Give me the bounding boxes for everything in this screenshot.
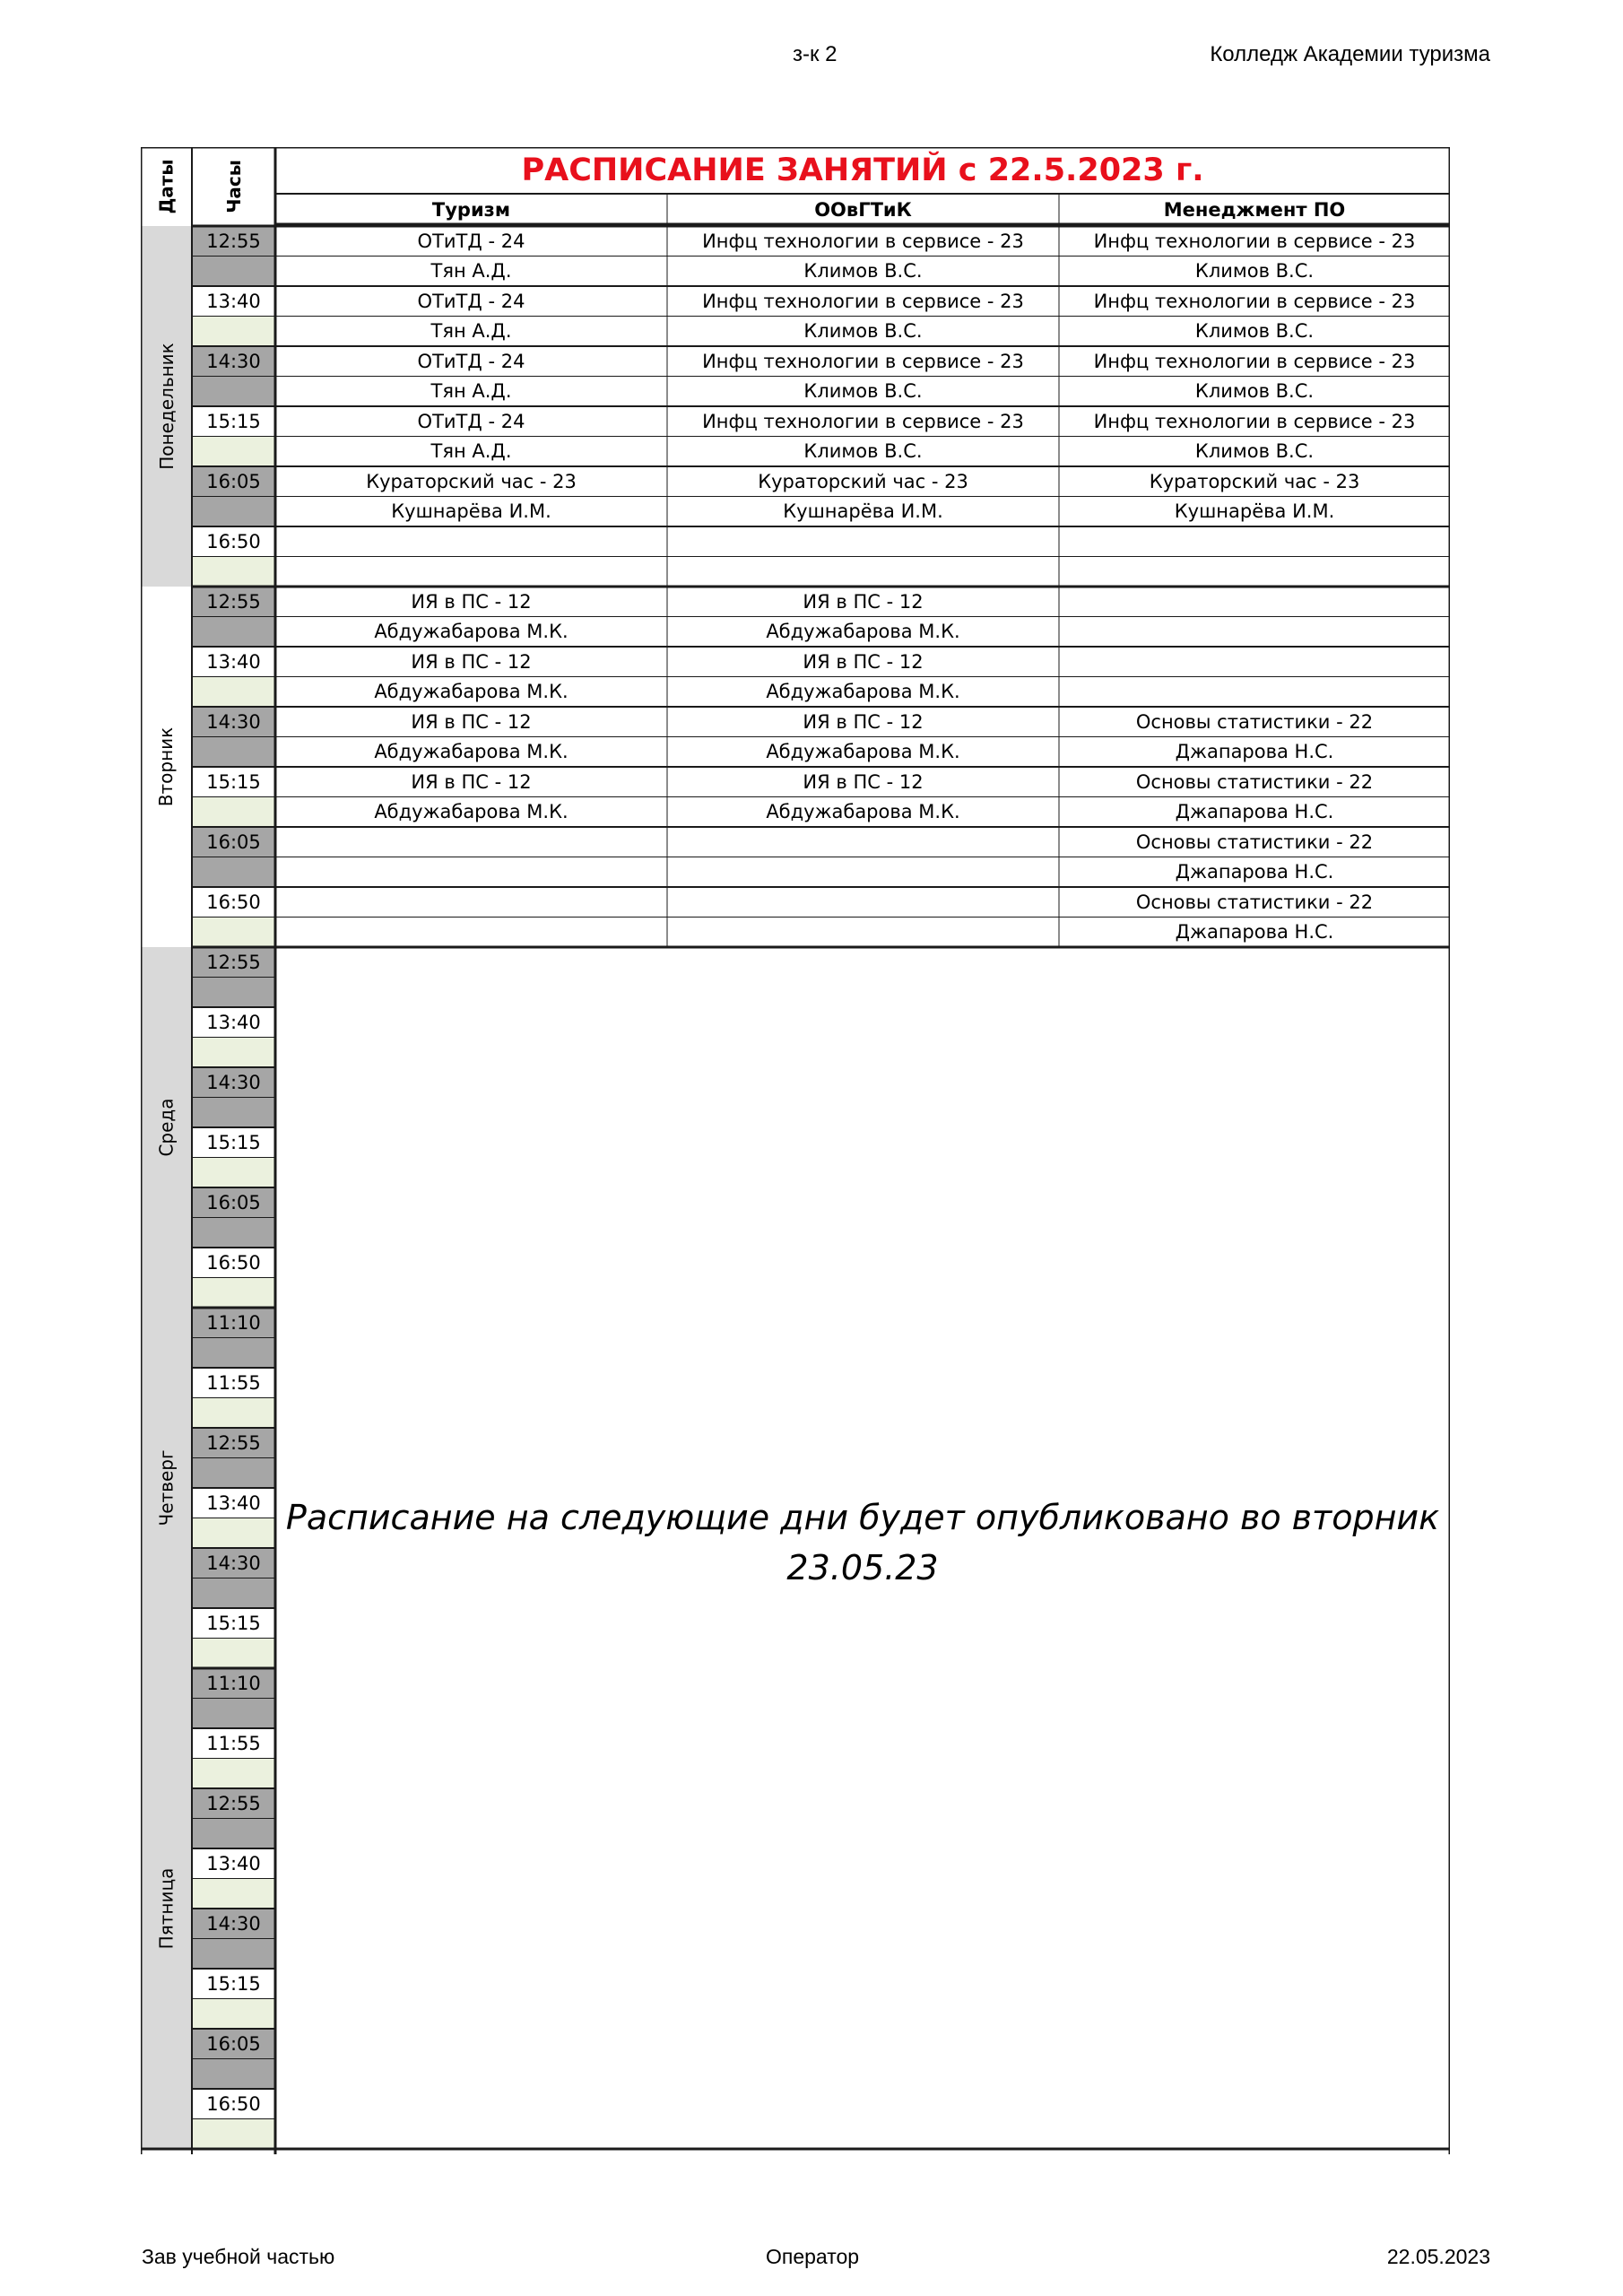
teacher-cell: Климов В.С.	[1194, 320, 1315, 342]
subject-cell: Инфц технологии в сервисе - 23	[1093, 410, 1416, 432]
teacher-cell: Абдужабарова М.К.	[766, 801, 960, 822]
subject-cell: Инфц технологии в сервисе - 23	[1093, 350, 1416, 372]
subject-cell: Основы статистики - 22	[1135, 710, 1374, 733]
schedule-title: РАСПИСАНИЕ ЗАНЯТИЙ с 22.5.2023 г.	[521, 152, 1204, 188]
time-slot: 15:15	[206, 410, 261, 432]
time-cell-bg	[192, 1338, 275, 1369]
time-slot: 16:50	[206, 1251, 261, 1274]
header-college-name: Колледж Академии туризма	[1210, 42, 1490, 66]
subject-cell	[1059, 647, 1450, 676]
time-cell-bg	[192, 1458, 275, 1489]
time-cell-bg	[192, 1518, 275, 1549]
header-sheet-id: з-к 2	[793, 42, 838, 66]
time-cell-bg	[192, 1218, 275, 1248]
time-slot: 15:15	[206, 1972, 261, 1995]
subject-cell: Кураторский час - 23	[1149, 470, 1360, 492]
subject-cell: Инфц технологии в сервисе - 23	[1093, 230, 1416, 252]
time-cell-bg	[192, 737, 275, 768]
teacher-cell: Кушнарёва И.М.	[1174, 500, 1335, 522]
teacher-cell: Абдужабарова М.К.	[766, 681, 960, 702]
subject-cell: ОТиТД - 24	[417, 410, 525, 432]
time-slot: 11:10	[206, 1672, 261, 1694]
subject-cell: ИЯ в ПС - 12	[803, 770, 924, 793]
teacher-cell: Джапарова Н.С.	[1175, 801, 1334, 822]
subject-cell: ИЯ в ПС - 12	[411, 590, 532, 613]
time-slot: 13:40	[206, 650, 261, 673]
time-cell-bg	[192, 1278, 275, 1309]
time-slot: 16:50	[206, 2092, 261, 2115]
time-slot: 15:15	[206, 1131, 261, 1153]
time-cell-bg	[192, 978, 275, 1008]
subject-cell: ИЯ в ПС - 12	[411, 650, 532, 673]
teacher-cell: Климов В.С.	[1194, 440, 1315, 462]
day-label: Пятница	[155, 1867, 178, 1950]
teacher-cell: Абдужабарова М.К.	[374, 621, 568, 642]
subject-cell	[667, 827, 1059, 857]
schedule-table	[141, 147, 1450, 2154]
teacher-cell	[667, 918, 1059, 947]
subject-cell	[275, 887, 667, 917]
teacher-cell: Абдужабарова М.К.	[374, 801, 568, 822]
time-cell-bg	[192, 497, 275, 527]
teacher-cell	[667, 857, 1059, 887]
schedule-notice: Расписание на следующие дни будет опубликовано во вторник 23.05.23	[285, 1498, 1440, 1587]
subject-cell: ОТиТД - 24	[417, 230, 525, 252]
dates-header: Даты	[155, 159, 178, 214]
teacher-cell: Климов В.С.	[803, 260, 923, 282]
subject-cell: ИЯ в ПС - 12	[803, 650, 924, 673]
time-slot: 16:05	[206, 1191, 261, 1213]
time-slot: 16:50	[206, 891, 261, 913]
time-slot: 13:40	[206, 1852, 261, 1874]
teacher-cell: Кушнарёва И.М.	[391, 500, 551, 522]
subject-cell: ИЯ в ПС - 12	[803, 590, 924, 613]
time-cell-bg	[192, 1939, 275, 1970]
teacher-cell: Климов В.С.	[803, 320, 923, 342]
time-cell-bg	[192, 857, 275, 888]
footer-date: 22.05.2023	[1386, 2245, 1490, 2268]
time-cell-bg	[192, 1639, 275, 1669]
time-cell-bg	[192, 2059, 275, 2090]
teacher-cell: Климов В.С.	[1194, 380, 1315, 402]
teacher-cell: Джапарова Н.С.	[1175, 741, 1334, 762]
teacher-cell: Тян А.Д.	[430, 260, 512, 282]
time-slot: 14:30	[206, 1912, 261, 1935]
time-slot: 16:05	[206, 470, 261, 492]
teacher-cell: Джапарова Н.С.	[1175, 921, 1334, 943]
subject-cell: Основы статистики - 22	[1135, 831, 1374, 853]
teacher-cell	[275, 557, 667, 587]
time-slot: 12:55	[206, 1792, 261, 1814]
time-slot: 12:55	[206, 230, 261, 252]
teacher-cell: Абдужабарова М.К.	[374, 741, 568, 762]
teacher-cell	[275, 918, 667, 947]
time-cell-bg	[192, 1879, 275, 1909]
time-cell-bg	[192, 1819, 275, 1849]
subject-cell: ОТиТД - 24	[417, 350, 525, 372]
footer-operator: Оператор	[766, 2245, 860, 2268]
column-header-oovgtik: ООвГТиК	[814, 199, 912, 221]
day-label: Понедельник	[155, 343, 178, 470]
time-slot: 15:15	[206, 770, 261, 793]
teacher-cell: Климов В.С.	[1194, 260, 1315, 282]
teacher-cell: Абдужабарова М.К.	[374, 681, 568, 702]
time-cell-bg	[192, 2119, 275, 2150]
subject-cell: Инфц технологии в сервисе - 23	[1093, 290, 1416, 312]
time-slot: 13:40	[206, 290, 261, 312]
time-cell-bg	[192, 918, 275, 948]
footer-head-of-studies: Зав учебной частью	[142, 2245, 335, 2268]
time-cell-bg	[192, 1098, 275, 1128]
teacher-cell	[667, 557, 1059, 587]
day-label: Вторник	[155, 726, 178, 807]
time-slot: 14:30	[206, 350, 261, 372]
time-cell-bg	[192, 617, 275, 648]
subject-cell	[1059, 526, 1450, 556]
time-slot: 16:50	[206, 530, 261, 552]
time-cell-bg	[192, 1999, 275, 2030]
subject-cell: ОТиТД - 24	[417, 290, 525, 312]
time-cell-bg	[192, 1759, 275, 1789]
teacher-cell	[1059, 617, 1450, 647]
time-slot: 11:55	[206, 1732, 261, 1754]
time-cell-bg	[192, 557, 275, 587]
subject-cell	[667, 526, 1059, 556]
subject-cell	[275, 827, 667, 857]
time-cell-bg	[192, 677, 275, 708]
teacher-cell	[1059, 557, 1450, 587]
teacher-cell: Абдужабарова М.К.	[766, 621, 960, 642]
time-slot: 12:55	[206, 1431, 261, 1454]
time-cell-bg	[192, 377, 275, 407]
time-slot: 12:55	[206, 951, 261, 973]
subject-cell: Инфц технологии в сервисе - 23	[702, 410, 1024, 432]
time-cell-bg	[192, 1038, 275, 1068]
subject-cell: Инфц технологии в сервисе - 23	[702, 350, 1024, 372]
time-cell-bg	[192, 1398, 275, 1429]
column-header-tourism: Туризм	[431, 199, 511, 221]
teacher-cell	[275, 857, 667, 887]
time-slot: 11:10	[206, 1311, 261, 1334]
time-slot: 14:30	[206, 1071, 261, 1093]
time-slot: 12:55	[206, 590, 261, 613]
subject-cell: ИЯ в ПС - 12	[411, 710, 532, 733]
time-slot: 16:05	[206, 2032, 261, 2055]
teacher-cell: Тян А.Д.	[430, 440, 512, 462]
teacher-cell: Тян А.Д.	[430, 320, 512, 342]
time-slot: 14:30	[206, 1552, 261, 1574]
subject-cell: Кураторский час - 23	[366, 470, 577, 492]
hours-header: Часы	[222, 160, 245, 213]
teacher-cell: Кушнарёва И.М.	[783, 500, 943, 522]
time-cell-bg	[192, 257, 275, 287]
teacher-cell: Климов В.С.	[803, 380, 923, 402]
day-label: Четверг	[155, 1449, 178, 1526]
subject-cell: Инфц технологии в сервисе - 23	[702, 290, 1024, 312]
subject-cell	[667, 887, 1059, 917]
subject-cell	[1059, 587, 1450, 616]
day-label: Среда	[155, 1098, 178, 1157]
subject-cell: Кураторский час - 23	[758, 470, 968, 492]
teacher-cell	[1059, 677, 1450, 707]
teacher-cell: Тян А.Д.	[430, 380, 512, 402]
time-slot: 16:05	[206, 831, 261, 853]
subject-cell: Основы статистики - 22	[1135, 891, 1374, 913]
subject-cell: ИЯ в ПС - 12	[803, 710, 924, 733]
time-slot: 13:40	[206, 1492, 261, 1514]
time-cell-bg	[192, 437, 275, 467]
time-slot: 11:55	[206, 1371, 261, 1394]
subject-cell	[275, 526, 667, 556]
time-slot: 15:15	[206, 1612, 261, 1634]
subject-cell: Инфц технологии в сервисе - 23	[702, 230, 1024, 252]
time-cell-bg	[192, 1578, 275, 1609]
teacher-cell: Абдужабарова М.К.	[766, 741, 960, 762]
time-cell-bg	[192, 1158, 275, 1188]
time-slot: 14:30	[206, 710, 261, 733]
time-cell-bg	[192, 1699, 275, 1729]
time-cell-bg	[192, 797, 275, 828]
time-cell-bg	[192, 317, 275, 347]
teacher-cell: Джапарова Н.С.	[1175, 861, 1334, 883]
subject-cell: ИЯ в ПС - 12	[411, 770, 532, 793]
subject-cell: Основы статистики - 22	[1135, 770, 1374, 793]
teacher-cell: Климов В.С.	[803, 440, 923, 462]
time-slot: 13:40	[206, 1011, 261, 1033]
column-header-management: Менеджмент ПО	[1163, 199, 1346, 221]
